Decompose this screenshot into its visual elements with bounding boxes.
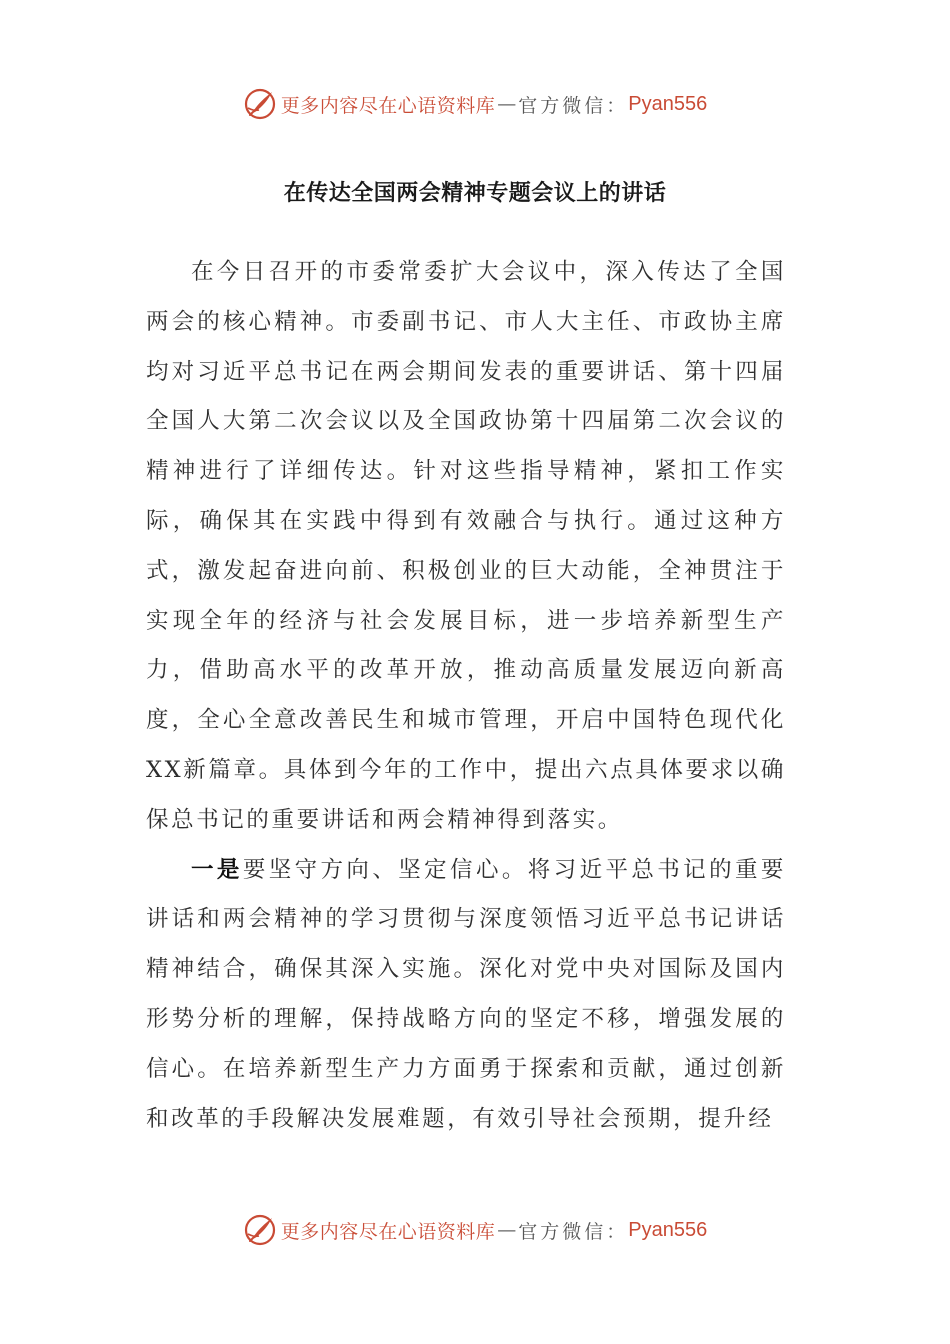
footer-banner [0, 1208, 950, 1252]
paragraph-intro [146, 248, 786, 846]
wechat-id: Pyan556 [628, 1218, 708, 1241]
document-body [146, 248, 786, 1144]
brand-name: 更多内容尽在心语资料库 [280, 1220, 496, 1243]
banner-separator: — [497, 93, 517, 115]
paragraph-point-one [146, 846, 786, 1145]
header-banner [0, 82, 950, 126]
document-title: 在传达全国两会精神专题会议上的讲话 [283, 181, 667, 206]
wechat-label: 官方微信： [518, 94, 629, 117]
brand-name: 更多内容尽在心语资料库 [280, 94, 496, 117]
banner-separator: — [497, 1219, 517, 1241]
paragraph-lead: 一是 [191, 856, 243, 883]
wechat-label: 官方微信： [518, 1220, 629, 1243]
paragraph-text: 要坚守方向、坚定信心。将习近平总书记的重要讲话和两会精神的学习贯彻与深度领悟习近平总书记讲话精神结合，确保其深入实施。深化对党中央对国际及国内形势分析的理解，保持战略方向的坚定不移，增强发展的信心。在培养新型生产力方面勇于探索和贡献，通过创新和改革的手段解决发展难题，有效引导社会预期，提升经 [146, 856, 786, 1132]
quill-pen-logo-icon [243, 1213, 277, 1247]
quill-pen-logo-icon [243, 87, 277, 121]
paragraph-text: 在今日召开的市委常委扩大会议中，深入传达了全国两会的核心精神。市委副书记、市人大主任、市政协主席均对习近平总书记在两会期间发表的重要讲话、第十四届全国人大第二次会议以及全国政协第十四届第二次会议的精神进行了详细传达。针对这些指导精神，紧扣工作实际，确保其在实践中得到有效融合与执行。通过这种方式，激发起奋进向前、积极创业的巨大动能，全神贯注于实现全年的经济与社会发展目标，进一步培养新型生产力，借助高水平的改革开放，推动高质量发展迈向新高度，全心全意改善民生和城市管理，开启中国特色现代化XX新篇章。具体到今年的工作中，提出六点具体要求以确保总书记的重要讲话和两会精神得到落实。 [146, 259, 786, 833]
wechat-id: Pyan556 [628, 92, 708, 115]
